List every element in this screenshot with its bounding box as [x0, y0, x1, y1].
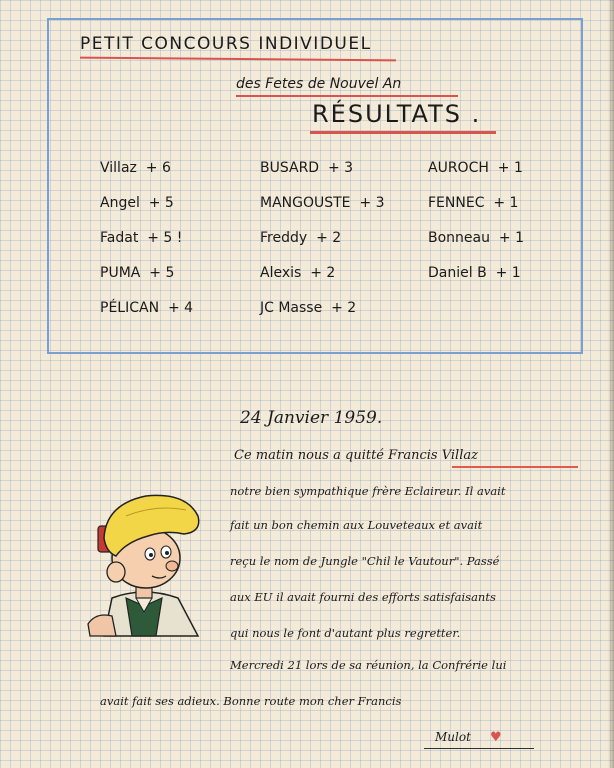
result-name: Alexis — [260, 265, 302, 281]
page-edge-shadow — [608, 0, 614, 768]
result-name: Freddy — [260, 230, 308, 246]
result-row — [260, 195, 385, 230]
results-underline — [310, 131, 496, 134]
result-name: JC Masse — [260, 300, 323, 316]
subtitle-underline — [236, 95, 458, 97]
cartoon-character-illustration — [86, 486, 202, 640]
result-score: + 1 — [495, 265, 521, 281]
result-score: + 2 — [316, 230, 342, 246]
result-score: + 5 ! — [147, 230, 183, 246]
letter-line: reçu le nom de Jungle "Chil le Vautour". Passé — [230, 554, 500, 568]
result-score: + 1 — [497, 160, 523, 176]
result-name: BUSARD — [260, 160, 320, 176]
result-name: Villaz — [100, 160, 137, 176]
result-row — [260, 230, 385, 265]
result-row — [428, 160, 524, 195]
letter-date: 24 Janvier 1959. — [240, 408, 383, 428]
result-row — [260, 160, 385, 195]
result-row — [100, 265, 193, 300]
results-heading: RÉSULTATS . — [312, 100, 482, 128]
results-column-2 — [260, 160, 385, 335]
result-score: + 3 — [328, 160, 354, 176]
results-column-3 — [428, 160, 524, 300]
result-row — [100, 195, 193, 230]
name-underline — [452, 466, 578, 468]
signature: Mulot — [435, 730, 471, 744]
letter-line: aux EU il avait fourni des efforts satisfaisants — [230, 590, 496, 604]
contest-subtitle: des Fetes de Nouvel An — [236, 76, 402, 92]
result-name: Angel — [100, 195, 140, 211]
result-score: + 3 — [359, 195, 385, 211]
result-score: + 5 — [149, 265, 175, 281]
result-score: + 1 — [493, 195, 519, 211]
result-name: Fadat — [100, 230, 139, 246]
contest-title: PETIT CONCOURS INDIVIDUEL — [80, 34, 372, 54]
letter-line: qui nous le font d'autant plus regretter. — [230, 626, 461, 640]
result-row — [428, 195, 524, 230]
letter-line: Mercredi 21 lors de sa réunion, la Confrérie lui — [230, 658, 507, 672]
result-score: + 2 — [310, 265, 336, 281]
result-row — [100, 300, 193, 335]
result-name: PUMA — [100, 265, 141, 281]
result-name: PÉLICAN — [100, 300, 160, 316]
letter-line: notre bien sympathique frère Eclaireur. Il avait — [230, 484, 506, 498]
result-row — [260, 265, 385, 300]
result-name: AUROCH — [428, 160, 489, 176]
results-column-1 — [100, 160, 193, 335]
result-score: + 5 — [148, 195, 174, 211]
result-name: Bonneau — [428, 230, 490, 246]
signature-underline — [424, 748, 534, 749]
result-score: + 1 — [498, 230, 524, 246]
result-name: FENNEC — [428, 195, 485, 211]
heart-icon: ♥ — [490, 730, 502, 745]
result-score: + 2 — [331, 300, 357, 316]
result-row — [428, 230, 524, 265]
result-row — [100, 160, 193, 195]
letter-line: fait un bon chemin aux Louveteaux et avait — [230, 518, 483, 532]
result-row — [428, 265, 524, 300]
result-row — [100, 230, 193, 265]
letter-line: avait fait ses adieux. Bonne route mon cher Francis — [100, 694, 402, 708]
result-score: + 4 — [167, 300, 194, 316]
result-name: MANGOUSTE — [260, 195, 351, 211]
result-name: Daniel B — [428, 265, 487, 281]
letter-line: Ce matin nous a quitté Francis Villaz — [234, 448, 478, 463]
result-score: + 6 — [145, 160, 171, 176]
result-row — [260, 300, 385, 335]
